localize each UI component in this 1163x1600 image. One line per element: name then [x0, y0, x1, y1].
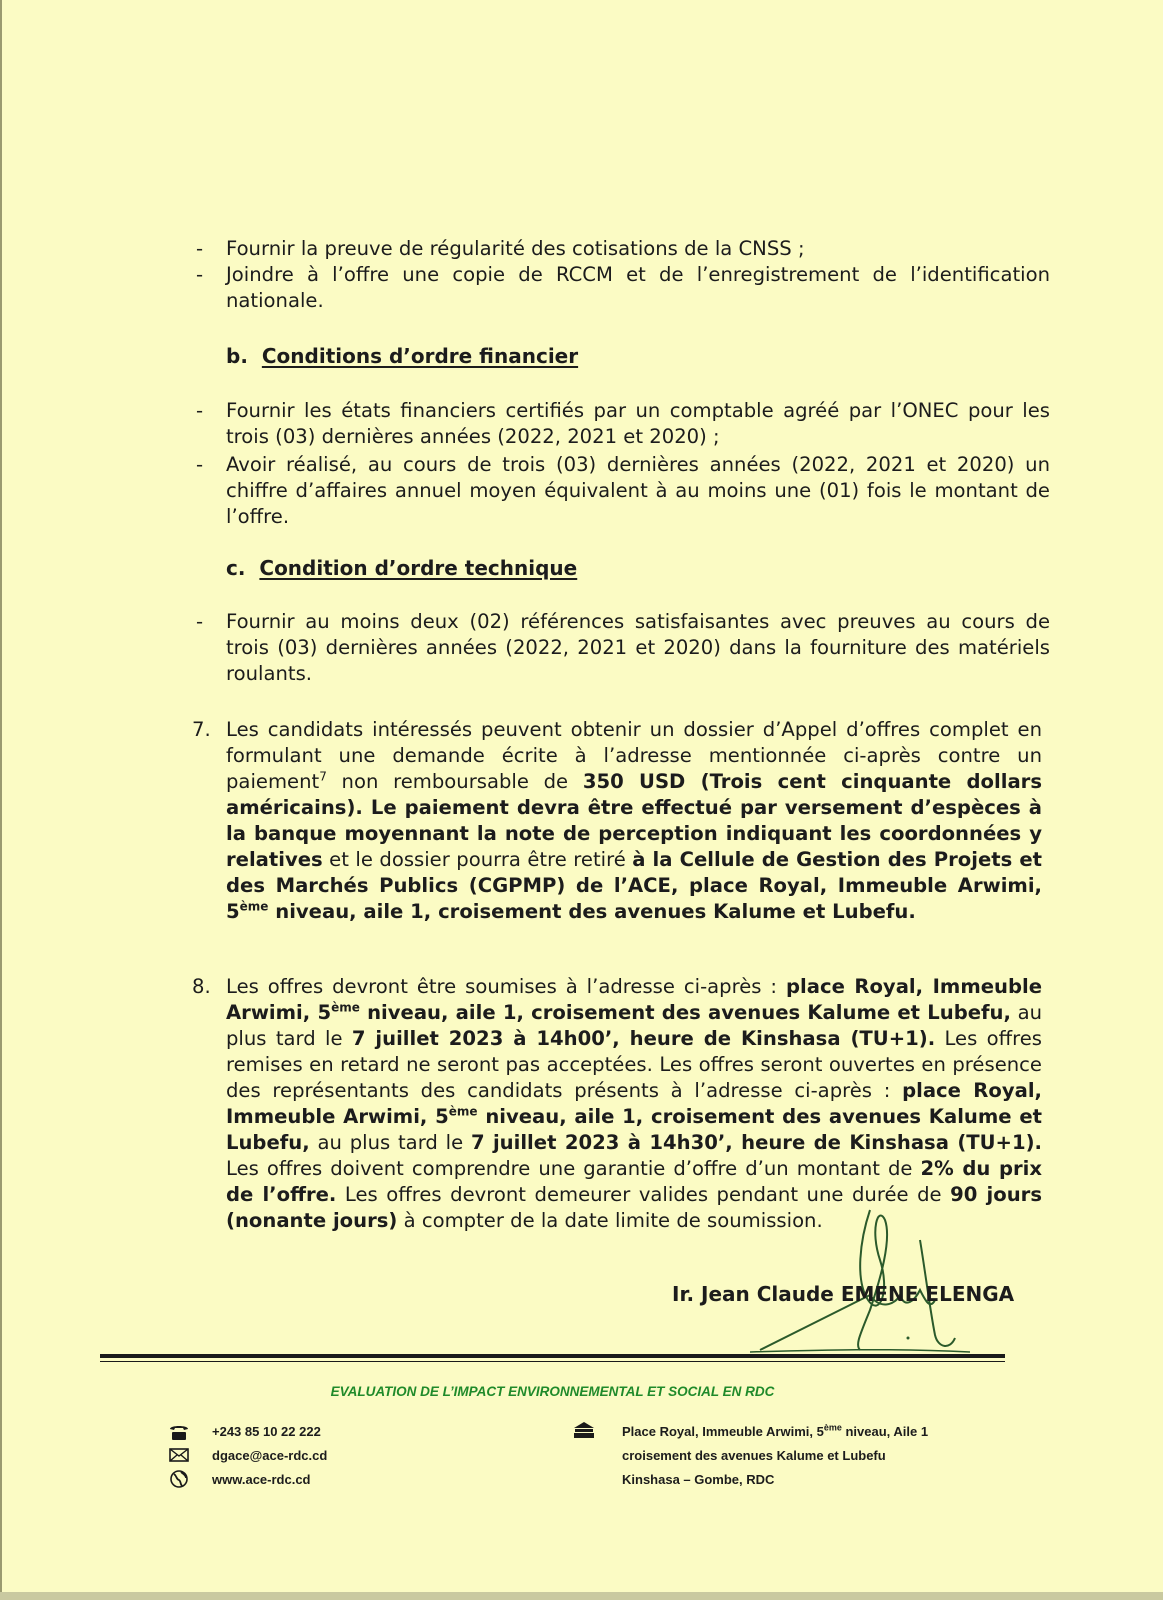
document-page: - Fournir la preuve de régularité des cotisations de la CNSS ; - Joindre à l’offre une copie de RCCM et de l’enregistrement de l’identification nationale. b. Conditions d’ordre financier - Fournir les états financiers certifiés par un comptable agréé par l’ONEC pour les trois (03) dernières années (2022, 2021 et 2020) ; - Avoir réalisé, au cours de trois (03) dernières années (2022, 2021 et 2020) un chiffre d’affaires annuel moyen équivalent à au moins une (01) fois le montant de l’offre. c. Condition d’ordre technique - Fournir au moins deux (02) références satisfaisantes avec preuves au cours de trois (03) dernières années (2022, 2021 et 2020) dans la fourniture des matériels roulants. 7. Les candidats intéressés peuvent obtenir un dossier d’Appel d’offres complet en formulant une demande écrite à l’adresse mentionnée ci-après contre un paiement$^7$ non remboursable de 350 USD (Trois cent cinquante dollars américains). Le paiement devra être effectué par versement d’espèces à la banque moyennant la note de perception indiquant les coordonnées y relatives et le dossier pourra être retiré à la Cellule de Gestion des Projets et des Marchés Publics (CGPMP) de l’ACE, place Royal, Immeuble Arwimi, 5ème niveau, aile 1, croisement des avenues Kalume et Lubefu. 8. Les offres devront être soumises à l’adresse ci-après : place Royal, Immeuble Arwimi, 5ème niveau, aile 1, croisement des avenues Kalume et Lubefu, au plus tard le 7 juillet 2023 à 14h00’, heure de Kinshasa (TU+1). Les offres remises en retard ne seront pas acceptées. Les offres seront ouvertes en présence des représentants des candidats présents à l’adresse ci-après : place Royal, Immeuble Arwimi, 5ème niveau, aile 1, croisement des avenues Kalume et Lubefu, au plus tard le 7 juillet 2023 à 14h30’, heure de Kinshasa (TU+1). Les offres doivent comprendre une garantie d’offre d’un montant de 2% du prix de l’offre. Les offres devront demeurer valides pendant une durée de 90 jours (nonante jours) à compter de la date limite de soumission. Ir. Jean Claude EMENE ELENGA EVALUATION DE L’IMPACT ENVIRONNEMENTAL ET SOCIAL EN RDC +243 85 10 22 222 dgace@ace-rdc.cd www.ace-rdc.cd Place Royal, Immeuble Arwimi, 5ème niveau, Aile 1 croisement des avenues Kalume et Lubefu Kinshasa – Gombe, RDC: [0, 0, 1163, 1600]
globe-icon: [168, 1470, 190, 1488]
paragraph-7-text: Les candidats intéressés peuvent obtenir un dossier d’Appel d’offres complet en formulant une demande écrite à l’adresse mentionnée ci-après contre un paiement$^7$ non remboursable de 350 USD (Trois cent cinquante dollars américains). Le paiement devra être effectué par versement d’espèces à la banque moyennant la note de perception indiquant les coordonnées y relatives et le dossier pourra être retiré à la Cellule de Gestion des Projets et des Marchés Publics (CGPMP) de l’ACE, place Royal, Immeuble Arwimi, 5ème niveau, aile 1, croisement des avenues Kalume et Lubefu.: [226, 718, 1042, 923]
phone-icon: [168, 1423, 190, 1441]
building-icon: [573, 1421, 595, 1439]
footer-divider: [100, 1354, 1005, 1358]
signatory-name: Ir. Jean Claude EMENE ELENGA: [672, 1282, 1015, 1306]
footer-divider-thin: [100, 1361, 1005, 1362]
footer-phone: +243 85 10 22 222: [212, 1424, 321, 1439]
footer-address-line1: Place Royal, Immeuble Arwimi, 5ème niveau, Aile 1: [622, 1422, 929, 1439]
section-heading-financial: b. Conditions d’ordre financier: [226, 344, 579, 368]
footer-address-line3: Kinshasa – Gombe, RDC: [622, 1472, 775, 1487]
scan-edge: [0, 0, 2, 1600]
footer-email[interactable]: dgace@ace-rdc.cd: [212, 1448, 328, 1463]
footer-website[interactable]: www.ace-rdc.cd: [212, 1472, 311, 1487]
footer-address-line2: croisement des avenues Kalume et Lubefu: [622, 1448, 886, 1463]
scan-edge-bottom: [0, 1592, 1163, 1600]
paragraph-8-text: Les offres devront être soumises à l’adresse ci-après : place Royal, Immeuble Arwimi, 5ème niveau, aile 1, croisement des avenues Kalume et Lubefu, au plus tard le 7 juillet 2023 à 14h00’, heure de Kinshasa (TU+1). Les offres remises en retard ne seront pas acceptées. Les offres seront ouvertes en présence des représentants des candidats présents à l’adresse ci-après : place Royal, Immeuble Arwimi, 5ème niveau, aile 1, croisement des avenues Kalume et Lubefu, au plus tard le 7 juillet 2023 à 14h30’, heure de Kinshasa (TU+1). Les offres doivent comprendre une garantie d’offre d’un montant de 2% du prix de l’offre. Les offres devront demeurer valides pendant une durée de 90 jours (nonante jours) à compter de la date limite de soumission.: [226, 975, 1043, 1232]
mail-icon: [168, 1446, 190, 1464]
footer-title: EVALUATION DE L’IMPACT ENVIRONNEMENTAL ET SOCIAL EN RDC: [330, 1384, 775, 1399]
section-heading-technical: c. Condition d’ordre technique: [226, 556, 578, 580]
